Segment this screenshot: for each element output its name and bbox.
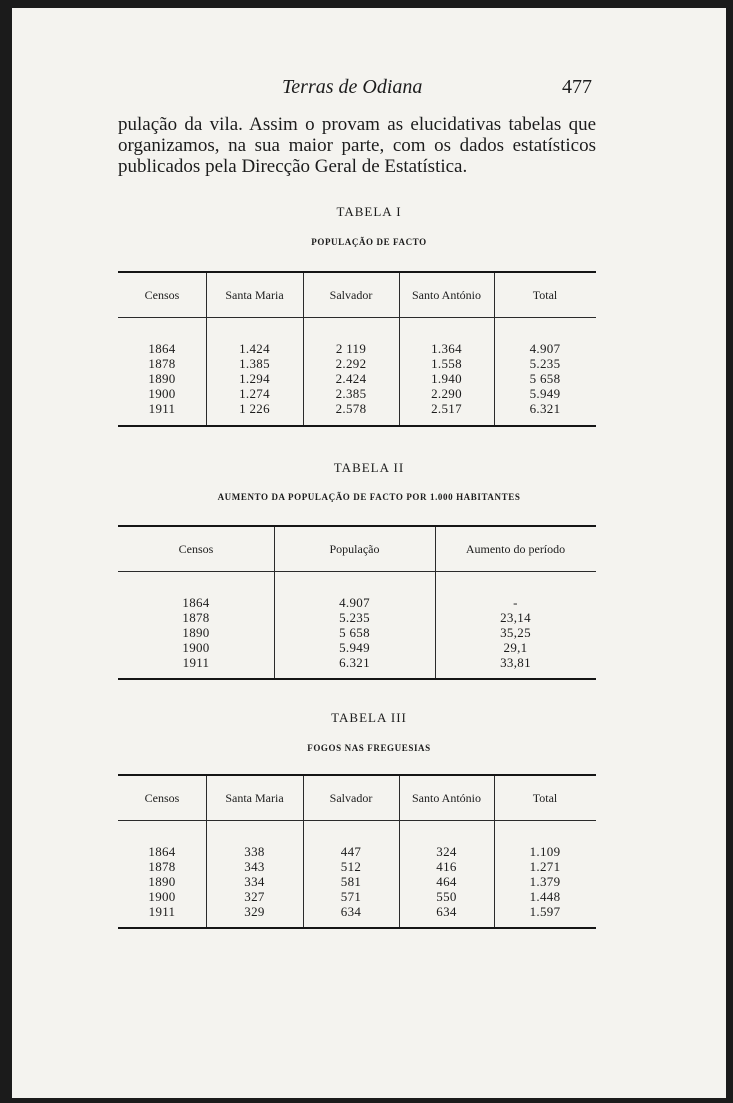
column-header-salvador: Salvador — [329, 288, 373, 302]
table-cell: 1.379 — [529, 874, 561, 889]
table-cell: 1890 — [148, 874, 176, 889]
table-cell: 5 658 — [339, 625, 370, 640]
table-cell: 6.321 — [529, 401, 561, 416]
table-cell: 23,14 — [500, 610, 531, 625]
table-cell: 334 — [244, 874, 265, 889]
table-cell: 5 658 — [529, 371, 561, 386]
table-cell: 2.517 — [431, 401, 462, 416]
table-cell: 1 226 — [239, 401, 270, 416]
table-bottom-rule — [118, 927, 596, 929]
column-header-aumento: Aumento do período — [465, 542, 566, 556]
column-total — [494, 844, 596, 919]
table-cell: 5.235 — [529, 356, 561, 371]
table-cell: 5.949 — [339, 640, 370, 655]
table-2-title: TABELA II — [333, 460, 405, 475]
table-cell: 1911 — [148, 904, 176, 919]
table-cell: 2.292 — [335, 356, 367, 371]
table-3-subtitle: FOGOS NAS FREGUESIAS — [307, 743, 431, 753]
table-cell: 5.235 — [339, 610, 370, 625]
column-censos — [118, 595, 274, 670]
table-cell: 634 — [436, 904, 457, 919]
table-cell: 1900 — [182, 640, 210, 655]
table-cell: 1864 — [182, 595, 210, 610]
table-cell: 1.448 — [529, 889, 561, 904]
table-cell: 4.907 — [529, 341, 561, 356]
table-cell: 571 — [340, 889, 362, 904]
table-cell: 1.424 — [239, 341, 270, 356]
table-cell: 1911 — [182, 655, 210, 670]
column-salvador — [303, 341, 399, 416]
table-cell: 329 — [244, 904, 265, 919]
column-header-censos: Censos — [144, 791, 180, 805]
table-3 — [118, 774, 596, 929]
table-bottom-rule — [118, 425, 596, 427]
table-cell: 1.364 — [431, 341, 462, 356]
body-paragraph — [118, 114, 596, 177]
column-santo-antonio — [399, 341, 494, 416]
column-populacao — [274, 595, 435, 670]
table-cell: 2.385 — [335, 386, 367, 401]
table-cell: 1.385 — [239, 356, 270, 371]
table-cell: 1878 — [182, 610, 210, 625]
table-cell: 1.294 — [239, 371, 270, 386]
table-cell: 2.424 — [335, 371, 367, 386]
table-cell: 1900 — [148, 889, 176, 904]
table-cell: 4.907 — [339, 595, 370, 610]
column-header-santa-maria: Santa Maria — [225, 288, 284, 302]
table-1-subtitle: POPULAÇÃO DE FACTO — [311, 237, 427, 247]
table-header-rule — [118, 571, 596, 572]
column-header-salvador: Salvador — [329, 791, 373, 805]
table-1 — [118, 271, 596, 427]
table-cell: 2.290 — [431, 386, 462, 401]
column-header-santo-antonio: Santo António — [411, 288, 481, 302]
running-head — [12, 76, 726, 106]
book-page — [12, 8, 726, 1098]
table-2 — [118, 525, 596, 680]
column-header-censos: Censos — [144, 288, 180, 302]
table-cell: 338 — [244, 844, 265, 859]
table-cell: 33,81 — [500, 655, 531, 670]
table-2-subtitle: AUMENTO DA POPULAÇÃO DE FACTO POR 1.000 HABITANTES — [217, 492, 521, 502]
table-cell: 1.109 — [529, 844, 561, 859]
table-cell: 1878 — [148, 356, 176, 371]
table-cell: 512 — [340, 859, 362, 874]
body-line: organizamos, na sua maior parte, com os dados estatísticos — [118, 135, 596, 156]
table-cell: 327 — [244, 889, 265, 904]
body-line: pulação da vila. Assim o provam as elucidativas tabelas que — [118, 114, 596, 135]
table-cell: 581 — [340, 874, 362, 889]
table-cell: 1.271 — [529, 859, 561, 874]
table-cell: 5.949 — [529, 386, 561, 401]
table-cell: 2 119 — [335, 341, 367, 356]
table-cell: 1900 — [148, 386, 176, 401]
column-header-total: Total — [532, 288, 558, 302]
column-header-total: Total — [532, 791, 558, 805]
table-cell: 1911 — [148, 401, 176, 416]
table-1-title: TABELA I — [336, 204, 402, 219]
column-censos — [118, 844, 206, 919]
page-number: 477 — [562, 76, 592, 98]
table-top-rule — [118, 525, 596, 527]
body-line: publicados pela Direcção Geral de Estatística. — [118, 156, 468, 177]
table-3-title: TABELA III — [331, 710, 407, 725]
column-header-populacao: População — [329, 542, 380, 556]
table-header-rule — [118, 820, 596, 821]
table-cell: 35,25 — [500, 625, 531, 640]
table-cell: 447 — [340, 844, 362, 859]
table-cell: 1890 — [148, 371, 176, 386]
column-santa-maria — [206, 844, 303, 919]
table-top-rule — [118, 271, 596, 273]
table-header-rule — [118, 317, 596, 318]
table-cell: 324 — [436, 844, 457, 859]
column-aumento — [435, 595, 596, 670]
column-header-censos: Censos — [178, 542, 214, 556]
table-cell: 1864 — [148, 844, 176, 859]
table-cell: 2.578 — [335, 401, 367, 416]
table-cell: 550 — [436, 889, 457, 904]
table-top-rule — [118, 774, 596, 776]
column-header-santo-antonio: Santo António — [411, 791, 481, 805]
table-cell: 1.940 — [431, 371, 462, 386]
table-cell: 6.321 — [339, 655, 370, 670]
column-santo-antonio — [399, 844, 494, 919]
table-cell: 1.274 — [239, 386, 270, 401]
column-censos — [118, 341, 206, 416]
table-cell: 1890 — [182, 625, 210, 640]
column-salvador — [303, 844, 399, 919]
table-cell: 1.558 — [431, 356, 462, 371]
table-bottom-rule — [118, 678, 596, 680]
table-cell: 1878 — [148, 859, 176, 874]
column-santa-maria — [206, 341, 303, 416]
table-cell: 1864 — [148, 341, 176, 356]
table-cell: 416 — [436, 859, 457, 874]
table-cell: 464 — [436, 874, 457, 889]
table-cell: 1.597 — [529, 904, 561, 919]
table-cell: - — [513, 595, 518, 610]
column-header-santa-maria: Santa Maria — [225, 791, 284, 805]
column-total — [494, 341, 596, 416]
running-title: Terras de Odiana — [282, 76, 423, 98]
table-cell: 29,1 — [503, 640, 528, 655]
table-cell: 343 — [244, 859, 265, 874]
table-cell: 634 — [340, 904, 362, 919]
